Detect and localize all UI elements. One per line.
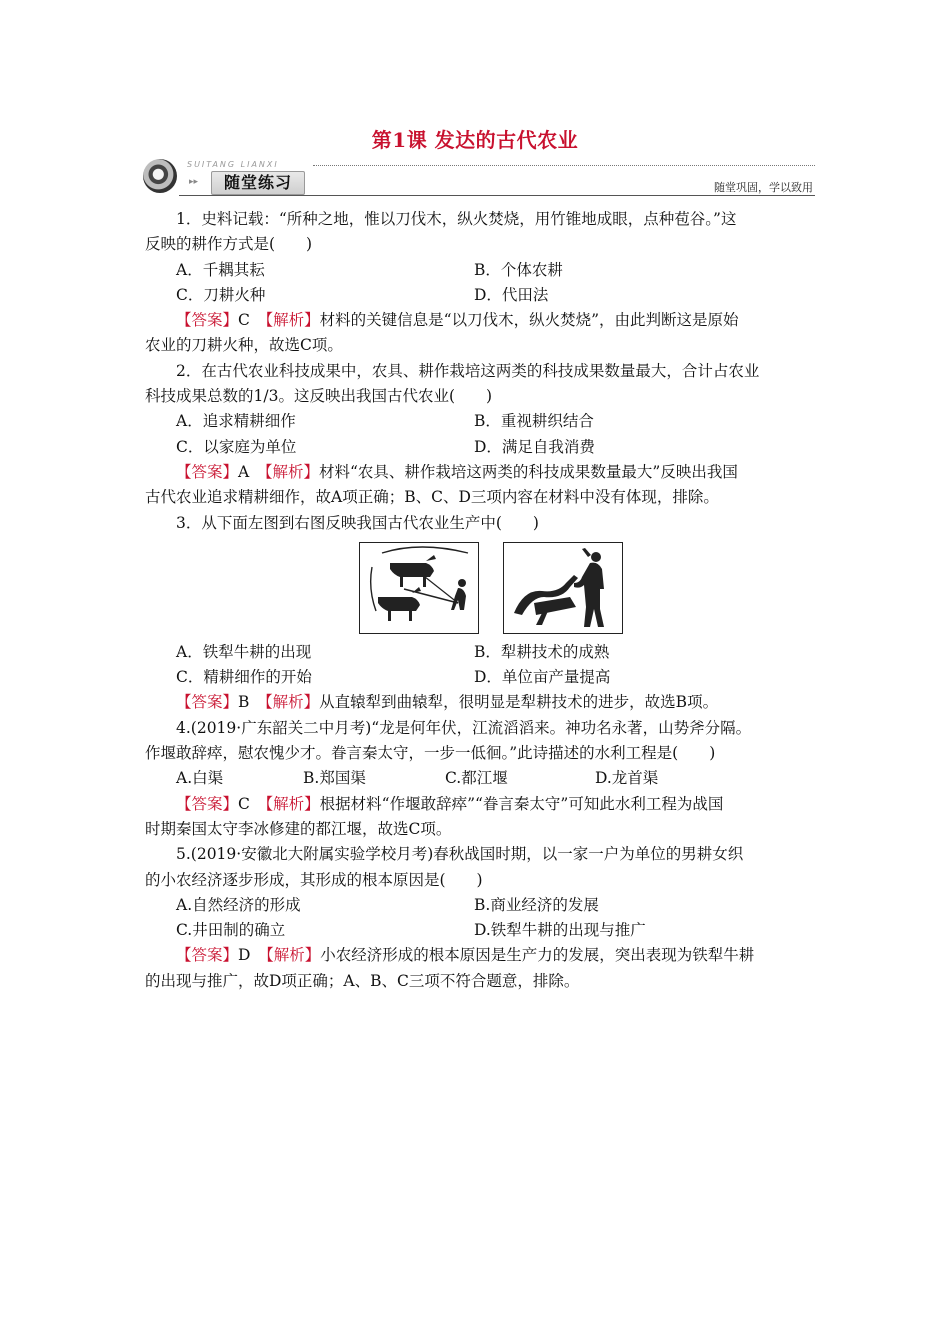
question-stem-line: 反映的耕作方式是( ) [145, 235, 313, 254]
question-4 [145, 716, 817, 842]
question-stem-line: 3．从下面左图到右图反映我国古代农业生产中( ) [176, 513, 539, 532]
answer-tag: 【答案】 [176, 946, 239, 965]
answer-tag: 【答案】 [176, 311, 239, 330]
answer-value: C [238, 794, 266, 813]
answer-tag: 【答案】 [176, 794, 239, 813]
banner-underline [179, 195, 815, 196]
explain-tag: 【解析】 [265, 794, 320, 813]
question-stem-line: 的小农经济逐步形成，其形成的根本原因是( ) [145, 870, 483, 889]
option-a: A.自然经济的形成 [176, 895, 301, 914]
answer-line [145, 690, 817, 715]
option-d: D．满足自我消费 [474, 437, 595, 456]
double-arrow-icon: ▸▸ [189, 177, 199, 187]
explain-text: 材料的关键信息是“以刀伐木，纵火焚烧”，由此判断这是原始 [319, 311, 739, 330]
answer-value: A [238, 462, 265, 481]
answer-tag: 【答案】 [176, 462, 239, 481]
explain-tag: 【解析】 [265, 946, 321, 965]
question-stem-line: 5.(2019·安徽北大附属实验学校月考)春秋战国时期，以一家一户为单位的男耕女织 [176, 845, 744, 864]
question-2 [145, 359, 817, 511]
option-b: B．个体农耕 [474, 260, 563, 279]
explain-text: 材料“农具、耕作栽培这两类的科技成果数量最大”反映出我国 [318, 462, 738, 481]
answer-tag: 【答案】 [176, 693, 239, 712]
option-b: B.商业经济的发展 [474, 895, 599, 914]
option-d: D.龙首渠 [595, 769, 659, 788]
straight-plough-image [359, 542, 479, 634]
option-b: B.郑国渠 [303, 769, 366, 788]
answer-line [145, 792, 817, 817]
option-c: C．精耕细作的开始 [176, 668, 312, 687]
question-stem-line: 1．史料记载：“所种之地，惟以刀伐木，纵火焚烧，用竹锥地成眼，点种苞谷。”这 [176, 210, 737, 228]
explain-line: 农业的刀耕火种，故选C项。 [145, 336, 343, 355]
banner-divider [313, 165, 815, 166]
option-b: B．重视耕织结合 [474, 412, 594, 431]
section-banner [143, 157, 815, 199]
explain-tag: 【解析】 [265, 311, 320, 330]
question-stem-line: 科技成果总数的1/3。这反映出我国古代农业( ) [145, 387, 493, 406]
option-c: C．刀耕火种 [176, 285, 266, 304]
curved-plough-image [503, 542, 623, 634]
explain-tag: 【解析】 [264, 693, 320, 712]
option-c: C．以家庭为单位 [176, 437, 297, 456]
question-figures [145, 542, 817, 634]
option-a: A．追求精耕细作 [176, 412, 296, 431]
explain-line: 时期秦国太守李冰修建的都江堰，故选C项。 [145, 819, 452, 838]
question-5 [145, 842, 817, 994]
explain-text: 小农经济形成的根本原因是生产力的发展，突出表现为铁犁牛耕 [320, 946, 755, 965]
page-title: 第1课 发达的古代农业 [371, 128, 579, 152]
answer-value: C [238, 311, 266, 330]
banner-pinyin: SUITANG LIANXI [187, 160, 279, 169]
option-c: C.井田制的确立 [176, 921, 286, 940]
question-stem-line: 作堰敢辞瘁，慰农愧少才。眷言秦太守，一步一低徊。”此诗描述的水利工程是( ) [145, 744, 716, 763]
option-d: D.铁犁牛耕的出现与推广 [474, 921, 646, 940]
option-c: C.都江堰 [445, 769, 508, 788]
option-d: D．代田法 [474, 285, 549, 304]
answer-value: B [238, 693, 265, 712]
explain-text: 从直辕犁到曲辕犁，很明显是犁耕技术的进步，故选B项。 [319, 693, 719, 712]
question-stem-line: 2．在古代农业科技成果中，农具、耕作栽培这两类的科技成果数量最大，合计占农业 [176, 361, 760, 380]
explain-line: 的出现与推广，故D项正确；A、B、C三项不符合题意，排除。 [145, 971, 580, 990]
answer-line [145, 460, 817, 485]
explain-line: 古代农业追求精耕细作，故A项正确；B、C、D三项内容在材料中没有体现，排除。 [145, 488, 719, 507]
banner-subtitle: 随堂巩固，学以致用 [714, 181, 813, 194]
exercise-list [145, 207, 817, 994]
explain-text: 根据材料“作堰敢辞瘁”“眷言秦太守”可知此水利工程为战国 [319, 794, 724, 813]
option-a: A．铁犁牛耕的出现 [176, 642, 312, 661]
option-b: B．犁耕技术的成熟 [474, 642, 610, 661]
question-3 [145, 511, 817, 716]
answer-line [145, 943, 817, 968]
answer-value: D [238, 946, 266, 965]
question-stem-line: 4.(2019·广东韶关二中月考)“龙是何年伏，江流滔滔来。神功名永著，山势斧分隔。 [176, 718, 752, 737]
banner-label: 随堂练习 [211, 171, 305, 195]
question-1 [145, 207, 817, 359]
gear-icon [143, 159, 177, 193]
explain-tag: 【解析】 [264, 462, 319, 481]
option-d: D．单位亩产量提高 [474, 668, 611, 687]
answer-line [145, 308, 817, 333]
option-a: A.白渠 [176, 769, 224, 788]
option-a: A．千耦其耘 [176, 260, 265, 279]
